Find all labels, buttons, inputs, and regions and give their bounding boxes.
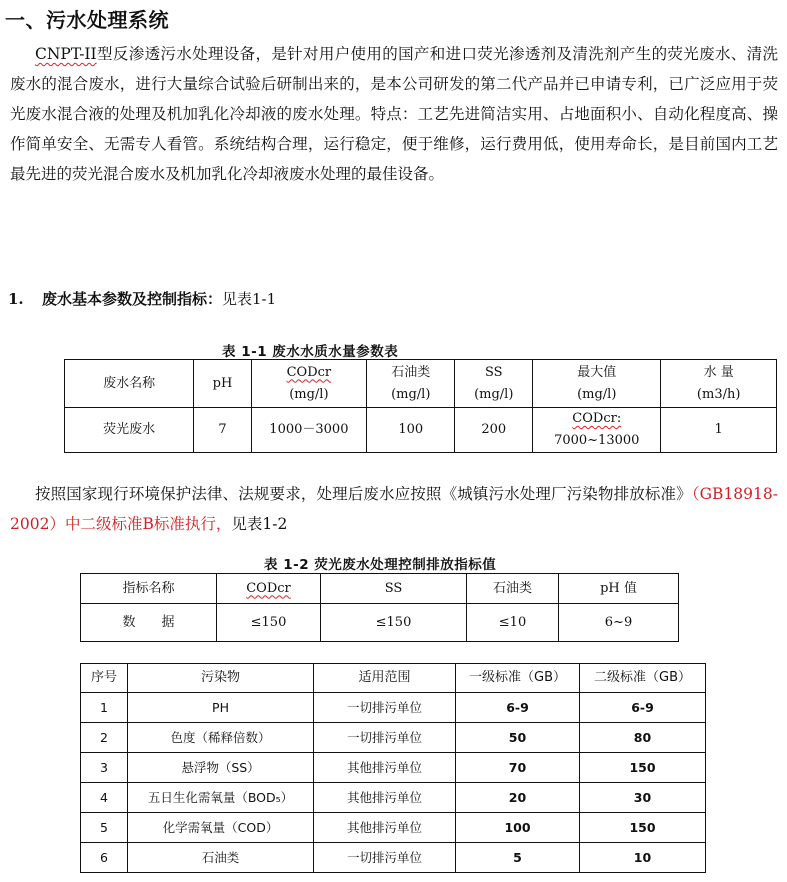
table-cell: 一切排污单位 bbox=[314, 723, 456, 753]
discharge-limit-table bbox=[80, 573, 679, 642]
table-cell: 50 bbox=[456, 723, 580, 753]
header-cell: 序号 bbox=[81, 664, 128, 693]
standard-text: 按照国家现行环境保护法律、法规要求，处理后废水应按照《城镇污水处理厂污染物排放标准》 bbox=[35, 485, 692, 503]
table-cell: 20 bbox=[456, 783, 580, 813]
table-cell: 5 bbox=[81, 813, 128, 843]
header-cell: 最大值 (mg/l) bbox=[533, 360, 661, 408]
header-cell: pH 值 bbox=[559, 574, 679, 604]
header-cell: pH bbox=[194, 360, 251, 408]
table-cell: 6-9 bbox=[456, 693, 580, 723]
pollutant-standard-table bbox=[80, 663, 706, 873]
table-row bbox=[65, 408, 777, 453]
header-cell: 适用范围 bbox=[314, 664, 456, 693]
table-header-row bbox=[65, 360, 777, 408]
table-cell: 7 bbox=[194, 408, 251, 453]
table1-caption: 表 1-1 废水水质水量参数表 bbox=[222, 344, 399, 360]
wastewater-parameter-table bbox=[64, 359, 777, 453]
table-row bbox=[81, 813, 706, 843]
header-cell: CODcr bbox=[217, 574, 321, 604]
table-cell: 6 bbox=[81, 843, 128, 873]
subsection-title: 废水基本参数及控制指标： bbox=[42, 290, 223, 308]
table-row bbox=[81, 753, 706, 783]
section-heading: 一、污水处理系统 bbox=[5, 8, 169, 32]
table-cell: 悬浮物（SS） bbox=[128, 753, 314, 783]
table-cell: 30 bbox=[580, 783, 706, 813]
header-cell: 水 量 (m3/h) bbox=[661, 360, 777, 408]
table-cell: 化学需氧量（COD） bbox=[128, 813, 314, 843]
table-cell: ≤10 bbox=[467, 604, 559, 642]
table-header-row bbox=[81, 664, 706, 693]
table-row bbox=[81, 723, 706, 753]
table-cell: 一切排污单位 bbox=[314, 843, 456, 873]
table-cell: 1 bbox=[661, 408, 777, 453]
table-cell: 其他排污单位 bbox=[314, 753, 456, 783]
table-cell: 1000－3000 bbox=[251, 408, 367, 453]
table-row bbox=[81, 843, 706, 873]
table-cell: 色度（稀释倍数） bbox=[128, 723, 314, 753]
header-cell: 一级标准（GB） bbox=[456, 664, 580, 693]
table-cell: ≤150 bbox=[217, 604, 321, 642]
table-cell: 70 bbox=[456, 753, 580, 783]
subsection-ref: 见表1-1 bbox=[222, 290, 277, 308]
subsection-heading bbox=[8, 288, 276, 309]
table-cell: ≤150 bbox=[321, 604, 467, 642]
standard-red-text: （GB18918-2002）中二级标准B标准执行， bbox=[10, 485, 778, 533]
model-name: CNPT-II bbox=[35, 45, 97, 63]
header-cell: SS bbox=[321, 574, 467, 604]
table-cell: 荧光废水 bbox=[65, 408, 194, 453]
header-cell: 指标名称 bbox=[81, 574, 217, 604]
table-cell: 其他排污单位 bbox=[314, 813, 456, 843]
table-cell: 2 bbox=[81, 723, 128, 753]
header-cell: 石油类 bbox=[467, 574, 559, 604]
table-cell: 5 bbox=[456, 843, 580, 873]
intro-text: 型反渗透污水处理设备，是针对用户使用的国产和进口荧光渗透剂及清洗剂产生的荧光废水、清洗废水的混合废水，进行大量综合试验后研制出来的，是本公司研发的第二代产品并已申请专利，已广泛应用于荧光废水混合液的处理及机加乳化冷却液的废水处理。特点：工艺先进简洁实用、占地面积小、自动化程度高、操作简单安全、无需专人看管。系统结构合理，运行稳定，便于维修，运行费用低，使用寿命长，是目前国内工艺最先进的荧光混合废水及机加乳化冷却液废水处理的最佳设备。 bbox=[10, 45, 778, 183]
table2-caption: 表 1-2 荧光废水处理控制排放指标值 bbox=[264, 557, 497, 573]
table-cell: 150 bbox=[580, 813, 706, 843]
standard-paragraph bbox=[10, 479, 778, 539]
table-header-row bbox=[81, 574, 679, 604]
table-row bbox=[81, 604, 679, 642]
table-cell: 200 bbox=[455, 408, 533, 453]
header-cell: 二级标准（GB） bbox=[580, 664, 706, 693]
table-cell: 80 bbox=[580, 723, 706, 753]
table-row bbox=[81, 693, 706, 723]
table-cell: 数 据 bbox=[81, 604, 217, 642]
table-cell: 6~9 bbox=[559, 604, 679, 642]
header-cell: 石油类 (mg/l) bbox=[367, 360, 455, 408]
table-cell: 石油类 bbox=[128, 843, 314, 873]
table-cell: 6-9 bbox=[580, 693, 706, 723]
table-cell: 4 bbox=[81, 783, 128, 813]
header-cell: SS (mg/l) bbox=[455, 360, 533, 408]
subsection-number: 1. bbox=[8, 290, 24, 308]
table-cell: 五日生化需氧量（BOD₅） bbox=[128, 783, 314, 813]
table-cell: 1 bbox=[81, 693, 128, 723]
table-cell: CODcr: 7000~13000 bbox=[533, 408, 661, 453]
table-cell: 3 bbox=[81, 753, 128, 783]
table-cell: 其他排污单位 bbox=[314, 783, 456, 813]
header-cell: 废水名称 bbox=[65, 360, 194, 408]
table-cell: 10 bbox=[580, 843, 706, 873]
table-cell: 150 bbox=[580, 753, 706, 783]
header-cell: CODcr (mg/l) bbox=[251, 360, 367, 408]
header-cell: 污染物 bbox=[128, 664, 314, 693]
intro-paragraph bbox=[10, 39, 778, 189]
table-cell: 100 bbox=[367, 408, 455, 453]
table-cell: 一切排污单位 bbox=[314, 693, 456, 723]
table-cell: PH bbox=[128, 693, 314, 723]
table-row bbox=[81, 783, 706, 813]
table-cell: 100 bbox=[456, 813, 580, 843]
standard-ref: 见表1-2 bbox=[231, 515, 288, 533]
